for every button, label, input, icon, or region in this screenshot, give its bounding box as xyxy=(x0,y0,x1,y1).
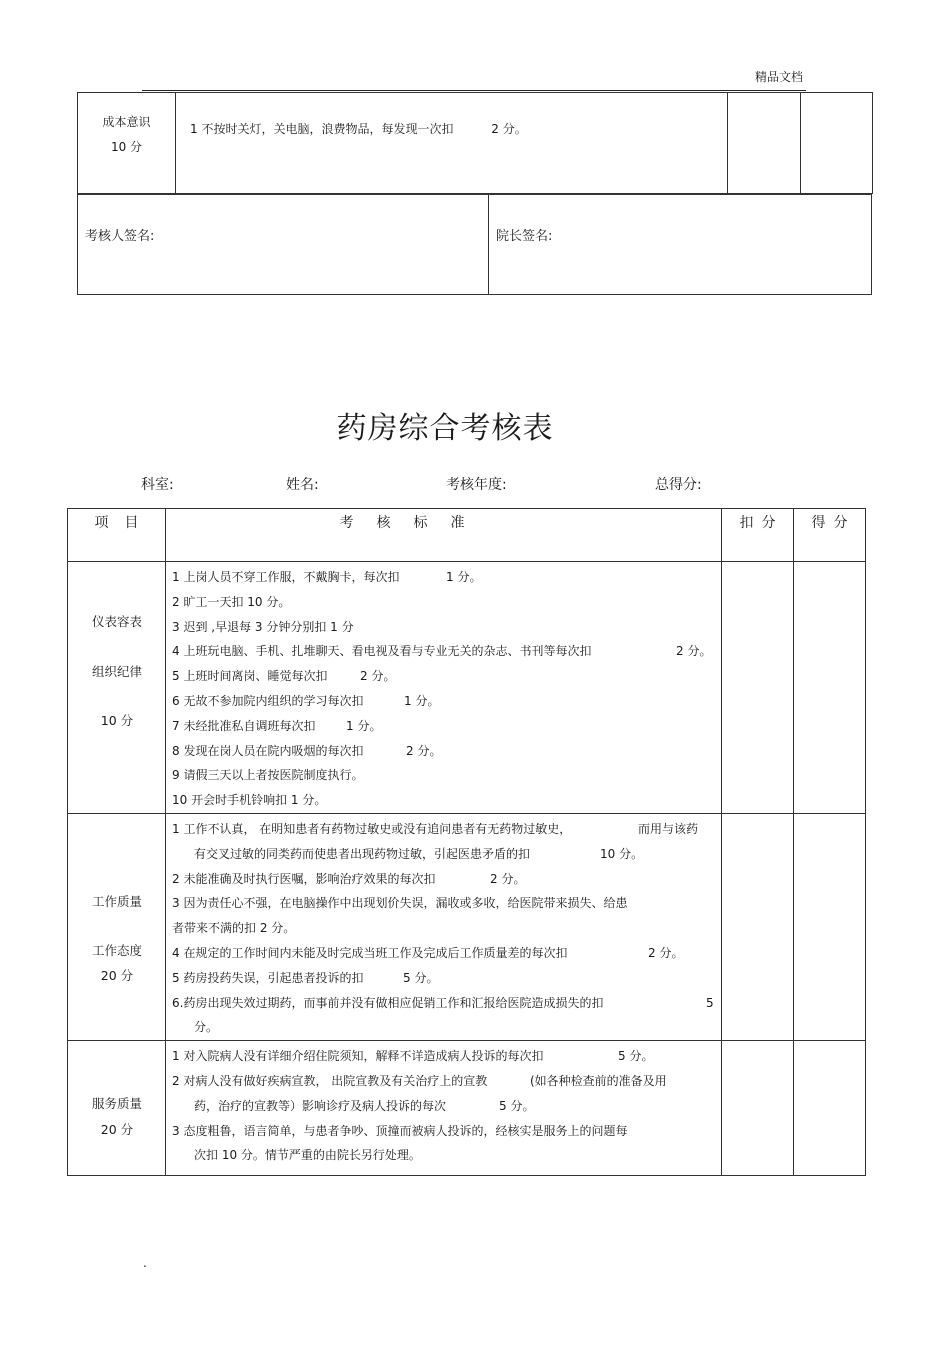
assessment-table xyxy=(67,508,866,1176)
rule-line: 7 未经批准私自调班每次扣 1 分。 xyxy=(172,718,382,733)
category-cell xyxy=(68,562,166,814)
score-cell[interactable] xyxy=(801,93,873,194)
score-cell[interactable] xyxy=(794,813,866,1040)
rule-line: 4 上班玩电脑、手机、扎堆聊天、看电视及看与专业无关的杂志、书刊等每次扣 2 分。 xyxy=(172,644,712,659)
rule-line: 3 因为责任心不强，在电脑操作中出现划价失误，漏收或多收，给医院带来损失、给患 xyxy=(172,896,628,911)
footer-dot: . xyxy=(143,1256,147,1270)
rule-line: 3 态度粗鲁，语言简单，与患者争吵、顶撞而被病人投诉的，经核实是服务上的问题每 xyxy=(172,1123,628,1138)
rule-line: 5 上班时间离岗、睡觉每次扣 2 分。 xyxy=(172,669,396,684)
year-label: 考核年度: xyxy=(446,477,507,493)
header-criteria: 考核标准 xyxy=(166,509,722,562)
rule-line: 药，治疗的宣教等）影响诊疗及病人投诉的每次 5 分。 xyxy=(194,1098,535,1113)
rule-line: 2 对病人没有做好疾病宣教， 出院宣教及有关治疗上的宣教 (如各种检查前的准备及用 xyxy=(172,1073,667,1088)
rule-line: 6.药房出现失效过期药，而事前并没有做相应促销工作和汇报给医院造成损失的扣 5 xyxy=(172,995,714,1010)
director-signature-cell[interactable] xyxy=(489,195,872,295)
rule-line: 5 药房投药失误，引起患者投诉的扣 5 分。 xyxy=(172,970,439,985)
category-name: 工作态度 xyxy=(91,942,142,958)
name-label: 姓名: xyxy=(286,477,319,493)
category-points: 10 分 xyxy=(110,140,143,154)
header-item: 项目 xyxy=(68,509,166,562)
deduct-cell[interactable] xyxy=(722,562,794,814)
header-score: 得分 xyxy=(794,509,866,562)
total-label: 总得分: xyxy=(655,477,702,493)
category-cell xyxy=(68,813,166,1040)
table-row xyxy=(68,1041,866,1176)
criterion-text: 1 不按时关灯，关电脑，浪费物品，每发现一次扣 xyxy=(190,122,454,136)
header-mark: 精品文档 xyxy=(754,70,803,84)
rule-line: 1 对入院病人没有详细介绍住院须知，解释不详造成病人投诉的每次扣 5 分。 xyxy=(172,1049,654,1064)
table-row xyxy=(68,562,866,814)
rule-line: 10 开会时手机铃响扣 1 分。 xyxy=(172,793,327,808)
rule-line: 8 发现在岗人员在院内吸烟的每次扣 2 分。 xyxy=(172,743,442,758)
director-signature-label: 院长签名: xyxy=(496,229,553,244)
score-cell[interactable] xyxy=(794,562,866,814)
category-points: 10 分 xyxy=(100,713,134,728)
rule-line: 4 在规定的工作时间内未能及时完成当班工作及完成后工作质量差的每次扣 2 分。 xyxy=(172,945,684,960)
category-points: 20 分 xyxy=(100,1122,134,1138)
category-name: 组织纪律 xyxy=(91,664,142,679)
deduct-cell[interactable] xyxy=(722,813,794,1040)
category-cell xyxy=(78,93,176,194)
page-title: 药房综合考核表 xyxy=(336,411,554,446)
header-deduct: 扣分 xyxy=(722,509,794,562)
cost-awareness-table xyxy=(77,92,873,194)
deduct-cell[interactable] xyxy=(728,93,801,194)
rule-line: 9 请假三天以上者按医院制度执行。 xyxy=(172,768,364,783)
criteria-cell xyxy=(166,813,722,1040)
rule-line: 1 上岗人员不穿工作服，不戴胸卡，每次扣 1 分。 xyxy=(172,570,482,584)
criterion-points: 2 分。 xyxy=(491,122,527,136)
criteria-cell xyxy=(166,562,722,814)
rule-line: 6 无故不参加院内组织的学习每次扣 1 分。 xyxy=(172,693,440,708)
rule-line: 1 工作不认真， 在明知患者有药物过敏史或没有追问患者有无药物过敏史， 而用与该药 xyxy=(172,821,699,836)
category-cell xyxy=(68,1041,166,1176)
dept-label: 科室: xyxy=(141,477,174,493)
assessor-signature-label: 考核人签名: xyxy=(85,229,155,244)
rule-line: 次扣 10 分。情节严重的由院长另行处理。 xyxy=(194,1148,421,1163)
criteria-cell xyxy=(166,1041,722,1176)
header-divider xyxy=(142,90,806,91)
rule-line: 分。 xyxy=(194,1020,219,1035)
deduct-cell[interactable] xyxy=(722,1041,794,1176)
score-cell[interactable] xyxy=(794,1041,866,1176)
table-row xyxy=(68,813,866,1040)
assessor-signature-cell[interactable] xyxy=(78,195,489,295)
category-name: 工作质量 xyxy=(91,893,142,909)
category-name: 仪表容表 xyxy=(91,614,142,629)
rule-line: 2 未能准确及时执行医嘱，影响治疗效果的每次扣 2 分。 xyxy=(172,871,526,886)
table-header-row xyxy=(68,509,866,562)
category-points: 20 分 xyxy=(100,967,134,983)
signature-table xyxy=(77,194,872,295)
category-name: 服务质量 xyxy=(91,1096,142,1112)
category-name: 成本意识 xyxy=(102,115,151,129)
rule-line: 2 旷工一天扣 10 分。 xyxy=(172,594,291,609)
rule-line: 有交叉过敏的同类药而使患者出现药物过敏，引起医患矛盾的扣 10 分。 xyxy=(194,846,644,861)
criterion-cell xyxy=(176,93,728,194)
rule-line: 者带来不满的扣 2 分。 xyxy=(172,921,296,936)
rule-line: 3 迟到 ,早退每 3 分钟分别扣 1 分 xyxy=(172,619,354,634)
